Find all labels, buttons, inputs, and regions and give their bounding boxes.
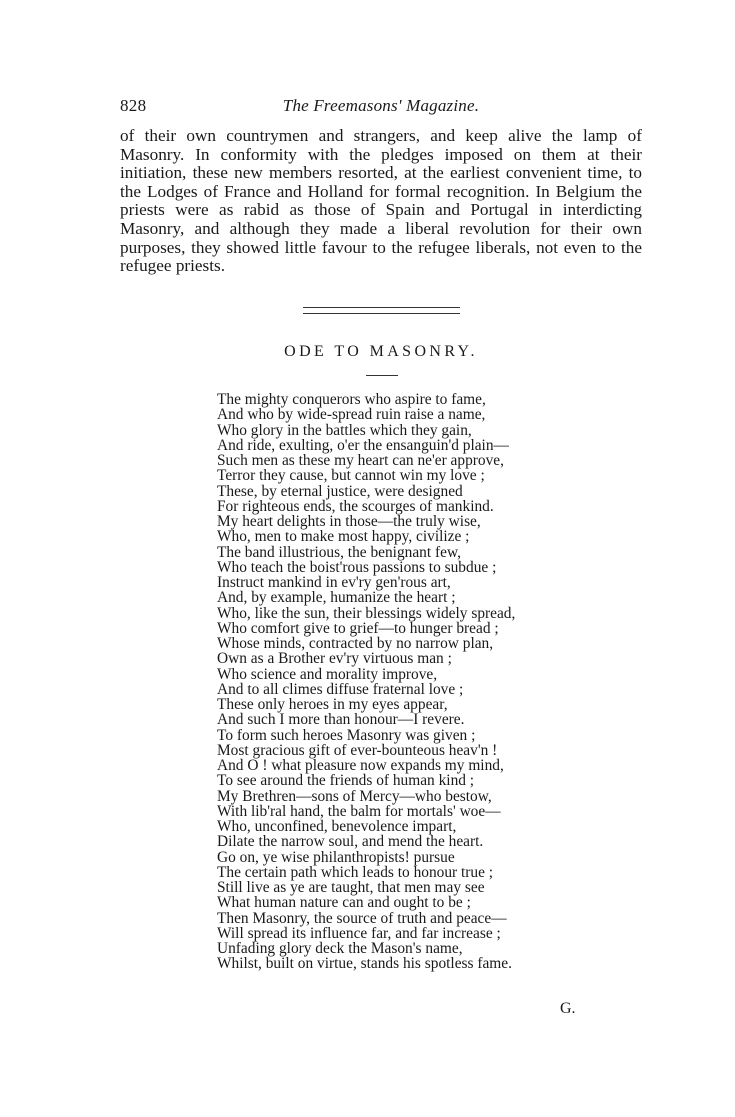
poem-line: And, by example, humanize the heart ;: [217, 589, 456, 607]
poem-line: The certain path which leads to honour true ;: [217, 863, 494, 881]
poem-line: Who, like the sun, their blessings widely spread,: [217, 604, 516, 622]
poem-line: Own as a Brother ev'ry virtuous man ;: [217, 650, 452, 668]
poem-line: Most gracious gift of ever-bounteous heav'n !: [217, 741, 498, 759]
poem-line: And to all climes diffuse fraternal love ;: [217, 680, 464, 698]
poem-line: For righteous ends, the scourges of mankind.: [217, 497, 494, 515]
section-divider-bottom-rule: [303, 313, 460, 314]
poem-line: Whilst, built on virtue, stands his spotless fame.: [217, 955, 512, 973]
poem-title: ODE TO MASONRY.: [284, 343, 478, 360]
poem-line: Who comfort give to grief—to hunger bread ;: [217, 619, 499, 637]
poem-line: Will spread its influence far, and far increase ;: [217, 924, 501, 942]
poem-line: Go on, ye wise philanthropists! pursue: [217, 848, 455, 866]
poem-line: Who science and morality improve,: [217, 665, 438, 683]
poem-line: With lib'ral hand, the balm for mortals' woe—: [217, 802, 501, 820]
running-head: [120, 96, 642, 118]
poem-line: Such men as these my heart can ne'er approve,: [217, 452, 504, 469]
poem-lines: [217, 392, 577, 972]
poem-line: And ride, exulting, o'er the ensanguin'd plain—: [217, 436, 509, 454]
poem-line: And who by wide-spread ruin raise a name,: [217, 406, 486, 424]
poem-line: Who, unconfined, benevolence impart,: [217, 818, 457, 835]
section-divider-top-rule: [303, 307, 460, 308]
poem-line: To form such heroes Masonry was given ;: [217, 726, 476, 744]
poem-line: These, by eternal justice, were designed: [217, 482, 463, 500]
poem-line: Who glory in the battles which they gain,: [217, 421, 472, 439]
poem-line: What human nature can and ought to be ;: [217, 894, 471, 912]
title-dash: [366, 375, 398, 376]
intro-paragraph: of their own countrymen and strangers, and keep alive the lamp of Masonry. In conformity with the pledges imposed on them at their initiation, these new members resorted, at the earliest convenient time, to the Lodges of France and Holland for formal recognition. In Belgium the priests were as rabid as those of Spain and Portugal in interdicting Masonry, and although they made a liberal revolution for their own purposes, they showed little favour to the refugee liberals, not even to the refugee priests.: [120, 126, 642, 276]
poem-line: My heart delights in those—the truly wise,: [217, 513, 481, 530]
poem-line: Whose minds, contracted by no narrow plan,: [217, 635, 494, 652]
poem-line: These only heroes in my eyes appear,: [217, 696, 448, 713]
journal-title: The Freemasons' Magazine.: [282, 96, 480, 115]
poem-line: Still live as ye are taught, that men may see: [217, 879, 485, 896]
poem-line: To see around the friends of human kind ;: [217, 772, 475, 790]
poem-line: Dilate the narrow soul, and mend the heart.: [217, 833, 484, 851]
poem-line: And O ! what pleasure now expands my mind,: [217, 757, 504, 774]
poem-line: Who teach the boist'rous passions to subdue ;: [217, 558, 497, 576]
poem-line: Terror they cause, but cannot win my love ;: [217, 467, 485, 485]
poem-line: The mighty conquerors who aspire to fame,: [217, 391, 486, 408]
poem-line: The band illustrious, the benignant few,: [217, 543, 461, 561]
page-number: 828: [120, 96, 147, 115]
poem-line: Unfading glory deck the Mason's name,: [217, 940, 463, 957]
poem-line: My Brethren—sons of Mercy—who bestow,: [217, 787, 492, 805]
poem-signature: G.: [560, 1000, 576, 1017]
poem-line: Who, men to make most happy, civilize ;: [217, 528, 470, 546]
poem-line: Then Masonry, the source of truth and peace—: [217, 909, 507, 927]
poem-line: Instruct mankind in ev'ry gen'rous art,: [217, 574, 451, 591]
poem-line: And such I more than honour—I revere.: [217, 711, 465, 729]
